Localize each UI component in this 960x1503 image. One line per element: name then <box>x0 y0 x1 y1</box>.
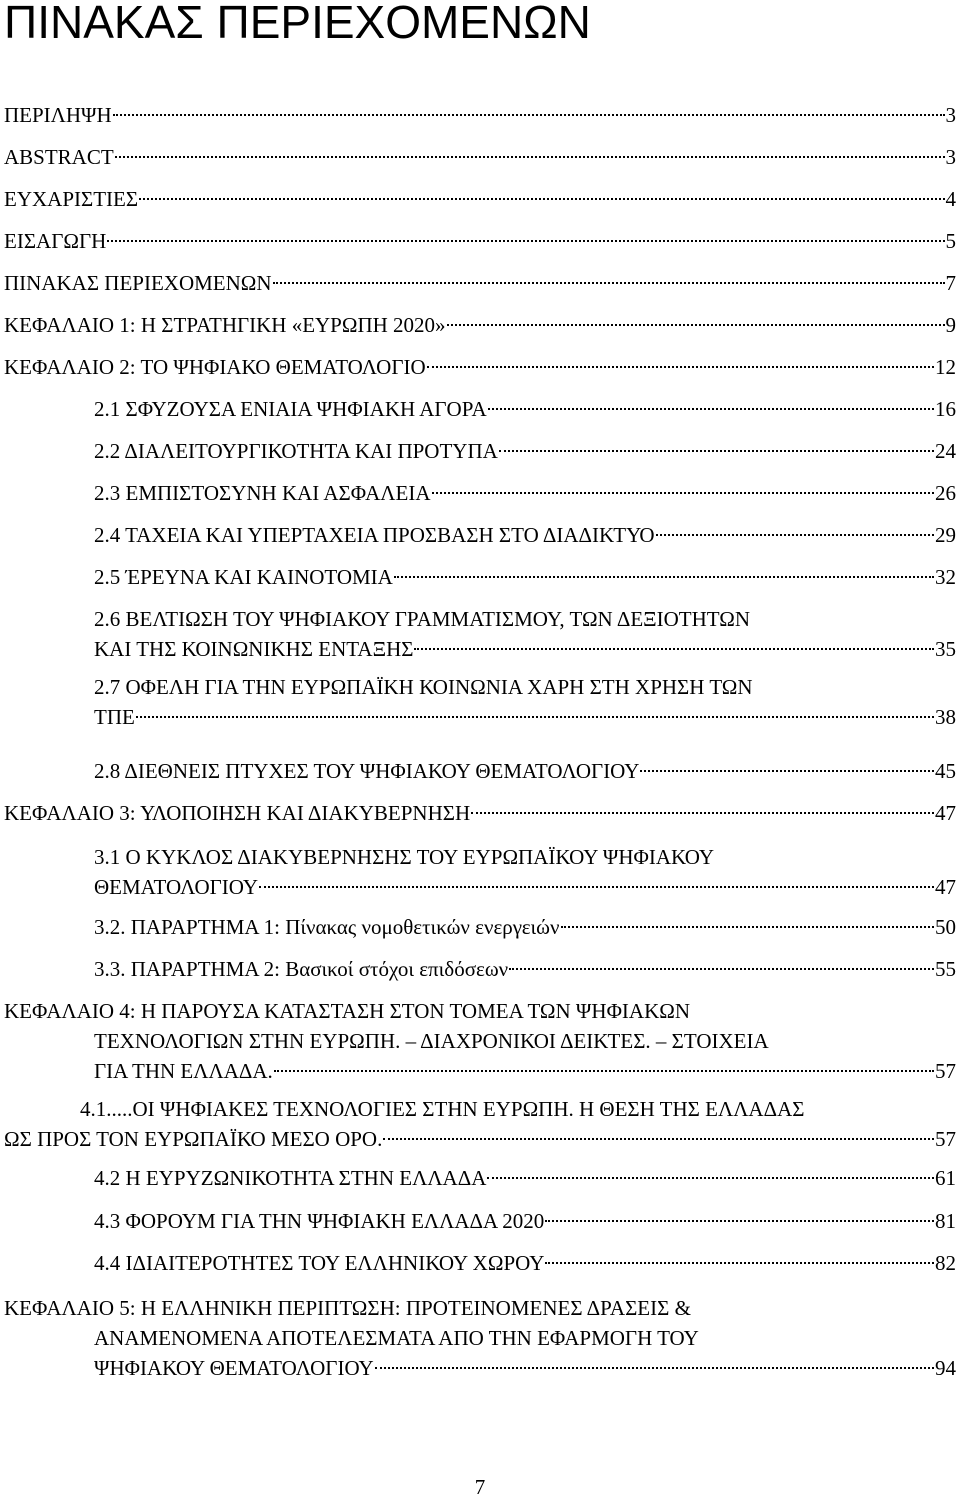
toc-entry[interactable] <box>94 1206 956 1236</box>
dot-leader <box>487 1177 934 1179</box>
dot-leader <box>447 324 945 326</box>
dot-leader <box>545 1220 934 1222</box>
toc-entry-page: 24 <box>935 439 956 463</box>
toc-entry-title: 2.1 ΣΦΥΖΟΥΣΑ ΕΝΙΑΙΑ ΨΗΦΙΑΚΗ ΑΓΟΡΑ <box>94 397 487 421</box>
dot-leader <box>427 366 934 368</box>
toc-entry-title: ABSTRACT <box>4 145 114 169</box>
toc-entry[interactable] <box>94 954 956 984</box>
toc-entry[interactable] <box>4 996 956 1086</box>
toc-entry-title: ΠΕΡΙΛΗΨΗ <box>4 103 112 127</box>
toc-entry-page: 9 <box>945 313 956 337</box>
toc-entry[interactable] <box>4 798 956 828</box>
dot-leader <box>509 968 934 970</box>
toc-entry[interactable] <box>94 436 956 466</box>
toc-entry-title: ΓΙΑ ΤΗΝ ΕΛΛΑΔΑ. <box>94 1059 273 1083</box>
toc-entry-line: ΤΕΧΝΟΛΟΓΙΩΝ ΣΤΗΝ ΕΥΡΩΠΗ. – ΔΙΑΧΡΟΝΙΚΟΙ ΔΕΙΚΤΕΣ. – ΣΤΟΙΧΕΙΑ <box>94 1029 769 1053</box>
toc-entry-title: ΩΣ ΠΡΟΣ ΤΟΝ ΕΥΡΩΠΑΪΚΟ ΜΕΣΟ ΟΡΟ. <box>4 1127 383 1151</box>
toc-entry-line: ΚΕΦΑΛΑΙΟ 5: Η ΕΛΛΗΝΙΚΗ ΠΕΡΙΠΤΩΣΗ: ΠΡΟΤΕΙΝΟΜΕΝΕΣ ΔΡΑΣΕΙΣ & <box>4 1296 691 1320</box>
toc-entry[interactable] <box>4 268 956 298</box>
toc-entry[interactable] <box>94 672 956 732</box>
dot-leader <box>561 926 935 928</box>
dot-leader <box>640 770 934 772</box>
toc-entry-page: 16 <box>935 397 956 421</box>
dot-leader <box>545 1262 934 1264</box>
toc-entry-page: 57 <box>935 1059 956 1083</box>
toc-entry-page: 35 <box>935 637 956 661</box>
toc-entry-page: 12 <box>935 355 956 379</box>
toc-entry-title: 2.3 ΕΜΠΙΣΤΟΣΥΝΗ ΚΑΙ ΑΣΦΑΛΕΙΑ <box>94 481 431 505</box>
toc-entry-title: 2.2 ΔΙΑΛΕΙΤΟΥΡΓΙΚΟΤΗΤΑ ΚΑΙ ΠΡΟΤΥΠΑ <box>94 439 498 463</box>
toc-entry[interactable] <box>94 1163 956 1193</box>
toc-entry-title: 4.2 Η ΕΥΡΥΖΩΝΙΚΟΤΗΤΑ ΣΤΗΝ ΕΛΛΑΔΑ <box>94 1166 487 1190</box>
dot-leader <box>107 240 944 242</box>
dot-leader <box>136 716 934 718</box>
toc-entry-line: 3.1 Ο ΚΥΚΛΟΣ ΔΙΑΚΥΒΕΡΝΗΣΗΣ ΤΟΥ ΕΥΡΩΠΑΪΚΟΥ ΨΗΦΙΑΚΟΥ <box>94 845 715 869</box>
toc-entry-title: 2.8 ΔΙΕΘΝΕΙΣ ΠΤΥΧΕΣ ΤΟΥ ΨΗΦΙΑΚΟΥ ΘΕΜΑΤΟΛΟΓΙΟΥ <box>94 759 640 783</box>
toc-entry[interactable] <box>94 1248 956 1278</box>
dot-leader <box>113 114 945 116</box>
toc-entry-title: ΘΕΜΑΤΟΛΟΓΙΟΥ <box>94 875 259 899</box>
dot-leader <box>499 450 934 452</box>
toc-entry-page: 47 <box>935 801 956 825</box>
toc-entry[interactable] <box>4 226 956 256</box>
toc-entry-title: 3.3. ΠΑΡΑΡΤΗΜΑ 2: Βασικοί στόχοι επιδόσεων <box>94 957 509 981</box>
toc-entry[interactable] <box>94 604 956 664</box>
page-title: ΠΙΝΑΚΑΣ ΠΕΡΙΕΧΟΜΕΝΩΝ <box>4 0 591 48</box>
toc-entry-title: ΕΥΧΑΡΙΣΤΙΕΣ <box>4 187 139 211</box>
toc-entry-page: 50 <box>935 915 956 939</box>
dot-leader <box>432 492 935 494</box>
toc-entry-page: 7 <box>945 271 956 295</box>
toc-entry[interactable] <box>94 842 956 902</box>
toc-entry[interactable] <box>94 756 956 786</box>
toc-entry-title: 4.4 ΙΔΙΑΙΤΕΡΟΤΗΤΕΣ ΤΟΥ ΕΛΛΗΝΙΚΟΥ ΧΩΡΟΥ <box>94 1251 545 1275</box>
toc-entry[interactable] <box>4 310 956 340</box>
toc-entry-line: 2.6 ΒΕΛΤΙΩΣΗ ΤΟΥ ΨΗΦΙΑΚΟΥ ΓΡΑΜΜΑΤΙΣΜΟΥ, ΤΩΝ ΔΕΞΙΟΤΗΤΩΝ <box>94 607 751 631</box>
toc-entry[interactable] <box>4 1094 956 1154</box>
dot-leader <box>414 648 934 650</box>
toc-entry-page: 55 <box>935 957 956 981</box>
toc-entry-page: 94 <box>935 1356 956 1380</box>
toc-entry-page: 38 <box>935 705 956 729</box>
dot-leader <box>375 1367 934 1369</box>
toc-entry-page: 57 <box>935 1127 956 1151</box>
dot-leader <box>383 1138 934 1140</box>
toc-entry-title: 4.3 ΦΟΡΟΥΜ ΓΙΑ ΤΗΝ ΨΗΦΙΑΚΗ ΕΛΛΑΔΑ 2020 <box>94 1209 545 1233</box>
toc-entry-title: ΚΕΦΑΛΑΙΟ 3: ΥΛΟΠΟΙΗΣΗ ΚΑΙ ΔΙΑΚΥΒΕΡΝΗΣΗ <box>4 801 471 825</box>
toc-entry-title: ΚΑΙ ΤΗΣ ΚΟΙΝΩΝΙΚΗΣ ΕΝΤΑΞΗΣ <box>94 637 414 661</box>
dot-leader <box>259 886 934 888</box>
toc-entry-page: 29 <box>935 523 956 547</box>
toc-entry-page: 47 <box>935 875 956 899</box>
toc-entry-title: ΚΕΦΑΛΑΙΟ 2: ΤΟ ΨΗΦΙΑΚΟ ΘΕΜΑΤΟΛΟΓΙΟ <box>4 355 426 379</box>
toc-entry[interactable] <box>4 142 956 172</box>
toc-entry-title: ΠΙΝΑΚΑΣ ΠΕΡΙΕΧΟΜΕΝΩΝ <box>4 271 272 295</box>
toc-entry[interactable] <box>94 520 956 550</box>
toc-entry-title: 3.2. ΠΑΡΑΡΤΗΜΑ 1: Πίνακας νομοθετικών ενεργειών <box>94 915 560 939</box>
toc-entry-page: 5 <box>945 229 956 253</box>
toc-entry[interactable] <box>94 394 956 424</box>
toc-entry-page: 3 <box>945 145 956 169</box>
page-number: 7 <box>474 1475 486 1499</box>
toc-entry-page: 81 <box>935 1209 956 1233</box>
toc-entry[interactable] <box>4 100 956 130</box>
toc-entry-line: 2.7 ΟΦΕΛΗ ΓΙΑ ΤΗΝ ΕΥΡΩΠΑΪΚΗ ΚΟΙΝΩΝΙΑ ΧΑΡΗ ΣΤΗ ΧΡΗΣΗ ΤΩΝ <box>94 675 753 699</box>
toc-entry[interactable] <box>4 184 956 214</box>
toc-entry-title: 2.4 ΤΑΧΕΙΑ ΚΑΙ ΥΠΕΡΤΑΧΕΙΑ ΠΡΟΣΒΑΣΗ ΣΤΟ ΔΙΑΔΙΚΤΥΟ <box>94 523 655 547</box>
toc-entry[interactable] <box>4 1293 956 1383</box>
dot-leader <box>115 156 945 158</box>
toc-entry-title: ΕΙΣΑΓΩΓΗ <box>4 229 107 253</box>
dot-leader <box>274 1070 934 1072</box>
toc-entry[interactable] <box>94 912 956 942</box>
toc-entry-title: ΚΕΦΑΛΑΙΟ 1: Η ΣΤΡΑΤΗΓΙΚΗ «ΕΥΡΩΠΗ 2020» <box>4 313 446 337</box>
toc-entry[interactable] <box>4 352 956 382</box>
toc-entry-title: 2.5 ΈΡΕΥΝΑ ΚΑΙ ΚΑΙΝΟΤΟΜΙΑ <box>94 565 393 589</box>
toc-entry-line: ΑΝΑΜΕΝΟΜΕΝΑ ΑΠΟΤΕΛΕΣΜΑΤΑ ΑΠΟ ΤΗΝ ΕΦΑΡΜΟΓΗ ΤΟΥ <box>94 1326 699 1350</box>
dot-leader <box>488 408 934 410</box>
toc-entry-page: 45 <box>935 759 956 783</box>
dot-leader <box>394 576 934 578</box>
toc-entry-line: ΚΕΦΑΛΑΙΟ 4: Η ΠΑΡΟΥΣΑ ΚΑΤΑΣΤΑΣΗ ΣΤΟΝ ΤΟΜΕΑ ΤΩΝ ΨΗΦΙΑΚΩΝ <box>4 999 691 1023</box>
toc-entry-page: 32 <box>935 565 956 589</box>
toc-entry-page: 82 <box>935 1251 956 1275</box>
toc-entry-page: 61 <box>935 1166 956 1190</box>
toc-entry-page: 26 <box>935 481 956 505</box>
toc-entry-title: ΨΗΦΙΑΚΟΥ ΘΕΜΑΤΟΛΟΓΙΟΥ <box>94 1356 374 1380</box>
toc-entry[interactable] <box>94 478 956 508</box>
toc-entry-line: 4.1.....ΟΙ ΨΗΦΙΑΚΕΣ ΤΕΧΝΟΛΟΓΙΕΣ ΣΤΗΝ ΕΥΡΩΠΗ. Η ΘΕΣΗ ΤΗΣ ΕΛΛΑΔΑΣ <box>80 1097 805 1121</box>
toc-entry-page: 3 <box>945 103 956 127</box>
dot-leader <box>139 198 944 200</box>
toc-entry[interactable] <box>94 562 956 592</box>
toc-entry-title: ΤΠΕ <box>94 705 135 729</box>
dot-leader <box>273 282 945 284</box>
dot-leader <box>471 812 934 814</box>
dot-leader <box>656 534 934 536</box>
toc-entry-page: 4 <box>945 187 956 211</box>
